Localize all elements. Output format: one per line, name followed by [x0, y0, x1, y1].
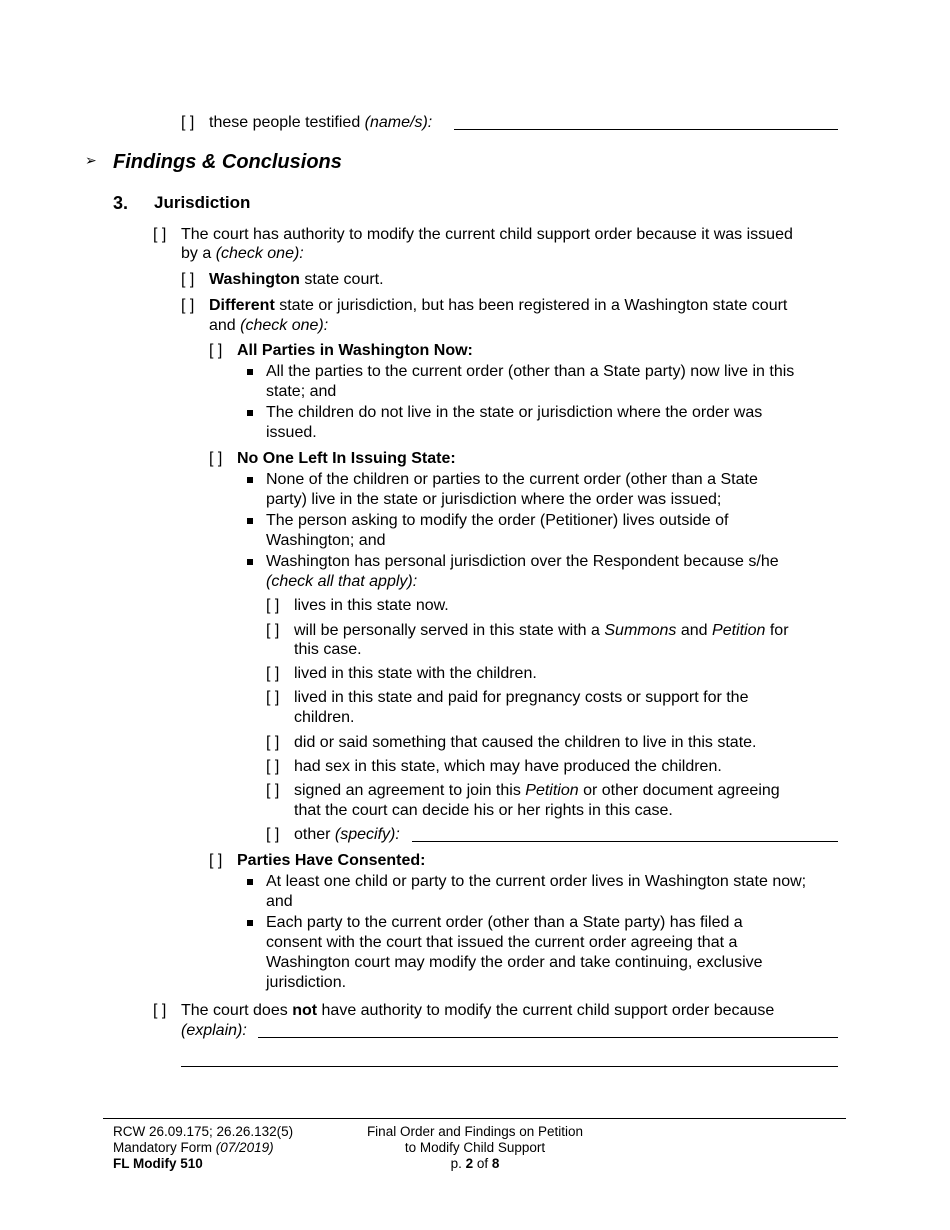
option-lived-with-children [266, 664, 537, 684]
option-signed-agreement [266, 781, 780, 801]
bullet-text: party) live in the state or jurisdiction where the order was issued; [266, 491, 722, 508]
checkbox[interactable]: [ ] [181, 114, 195, 131]
specify-hint: (specify): [334, 826, 400, 843]
label-bold: Washington [209, 271, 300, 288]
section-title: Findings & Conclusions [113, 151, 342, 173]
option-text: lived in this state and paid for pregnancy costs or support for the [294, 689, 749, 706]
washington-option [181, 270, 384, 290]
option-text: this case. [294, 641, 362, 658]
section-number: 3. [113, 193, 129, 213]
checkbox[interactable]: [ ] [209, 450, 223, 467]
option-text-italic: Petition [525, 782, 579, 799]
checkbox[interactable]: [ ] [209, 852, 223, 869]
other-specify-field[interactable] [412, 841, 838, 842]
consented-option [209, 851, 426, 871]
text-bold: not [292, 1002, 318, 1019]
different-option [181, 296, 787, 316]
label-text: state or jurisdiction, but has been registered in a Washington state court [279, 297, 788, 314]
option-title: Parties Have Consented: [237, 852, 426, 869]
name-hint: (name/s): [364, 114, 433, 131]
section-arrow-icon: ➢ [85, 152, 97, 168]
option-lives-now [266, 596, 449, 616]
footer-form-id: FL Modify 510 [113, 1156, 203, 1171]
bullet-text: and [266, 893, 293, 910]
bullet-icon [247, 920, 253, 926]
option-text: lived in this state with the children. [294, 665, 537, 682]
label-bold: Different [209, 297, 275, 314]
footer-title-line1: Final Order and Findings on Petition [366, 1124, 584, 1139]
checkbox[interactable]: [ ] [209, 342, 223, 359]
checkbox[interactable]: [ ] [181, 271, 195, 288]
option-text: or other document agreeing [583, 782, 780, 799]
label-text: state court. [304, 271, 384, 288]
option-text: signed an agreement to join this [294, 782, 521, 799]
check-one-hint: (check one): [215, 245, 304, 262]
text: by a [181, 245, 212, 262]
option-other [266, 825, 400, 845]
footer-mandatory [113, 1140, 293, 1156]
bullet-text: jurisdiction. [266, 974, 347, 991]
option-text: and [680, 622, 708, 639]
bullet-text: consent with the court that issued the current order agreeing that a [266, 934, 738, 951]
check-all-hint: (check all that apply): [266, 573, 418, 590]
option-text: lives in this state now. [294, 597, 449, 614]
text: have authority to modify the current child support order because [321, 1002, 775, 1019]
text: and [209, 317, 236, 334]
checkbox[interactable]: [ ] [266, 782, 280, 799]
authority-item [153, 225, 793, 245]
bullet-text: Each party to the current order (other than a State party) has filed a [266, 914, 743, 931]
bullet-icon [247, 410, 253, 416]
option-text: children. [294, 709, 355, 726]
checkbox[interactable]: [ ] [266, 689, 280, 706]
jurisdiction-title: Jurisdiction [154, 193, 251, 212]
footer-divider [103, 1118, 846, 1119]
no-one-left-option [209, 449, 456, 469]
authority-line2 [181, 244, 304, 264]
checkbox[interactable]: [ ] [266, 758, 280, 775]
different-line2 [209, 316, 328, 336]
testified-text: these people testified [209, 114, 361, 131]
option-text-italic: Petition [712, 622, 766, 639]
checkbox[interactable]: [ ] [153, 1002, 167, 1019]
check-one-hint: (check one): [240, 317, 329, 334]
checkbox[interactable]: [ ] [153, 226, 167, 243]
testified-line [181, 113, 432, 133]
bullet-text: The person asking to modify the order (Petitioner) lives outside of [266, 512, 729, 529]
option-served [266, 621, 789, 641]
bullet-text: The children do not live in the state or jurisdiction where the order was [266, 404, 763, 421]
explain-hint: (explain): [181, 1022, 247, 1039]
authority-text: The court has authority to modify the current child support order because it was issued [181, 226, 793, 243]
bullet-icon [247, 369, 253, 375]
footer-page-number [345, 1156, 605, 1172]
bullet-text: At least one child or party to the current order lives in Washington state now; [266, 873, 807, 890]
bullet-text: Washington court may modify the order and take continuing, exclusive [266, 954, 763, 971]
footer-date: (07/2019) [215, 1140, 274, 1155]
footer-title-line2: to Modify Child Support [404, 1140, 546, 1155]
bullet-text: issued. [266, 424, 317, 441]
bullet-text: Washington has personal jurisdiction over the Respondent because s/he [266, 553, 779, 570]
bullet-icon [247, 518, 253, 524]
checkbox[interactable]: [ ] [266, 826, 280, 843]
checkbox[interactable]: [ ] [266, 665, 280, 682]
bullet-text: All the parties to the current order (other than a State party) now live in this [266, 363, 795, 380]
bullet-icon [247, 559, 253, 565]
explain-field-line1[interactable] [258, 1037, 838, 1038]
checkbox[interactable]: [ ] [266, 622, 280, 639]
option-paid-costs [266, 688, 748, 708]
option-text: had sex in this state, which may have produced the children. [294, 758, 722, 775]
no-authority-item [153, 1001, 774, 1021]
option-had-sex [266, 757, 722, 777]
footer-left [113, 1124, 293, 1172]
option-caused-living [266, 733, 756, 753]
explain-field-line2[interactable] [181, 1066, 838, 1067]
option-text-italic: Summons [604, 622, 677, 639]
option-text: for [769, 622, 789, 639]
bullet-icon [247, 879, 253, 885]
option-text: that the court can decide his or her rights in this case. [294, 802, 673, 819]
bullet-text: None of the children or parties to the current order (other than a State [266, 471, 758, 488]
option-title: No One Left In Issuing State: [237, 450, 456, 467]
bullet-text: Washington; and [266, 532, 386, 549]
option-text: other [294, 826, 331, 843]
all-parties-option [209, 341, 473, 361]
checkbox[interactable]: [ ] [181, 297, 195, 314]
option-text: will be personally served in this state with a [294, 622, 600, 639]
text: Mandatory Form [113, 1140, 213, 1155]
text: of [476, 1156, 489, 1171]
option-text: did or said something that caused the children to live in this state. [294, 734, 757, 751]
option-title: All Parties in Washington Now: [237, 342, 473, 359]
footer-rcw: RCW 26.09.175; 26.26.132(5) [113, 1124, 294, 1139]
bullet-icon [247, 477, 253, 483]
footer-center [345, 1124, 605, 1172]
text: The court does [181, 1002, 288, 1019]
checkbox[interactable]: [ ] [266, 597, 280, 614]
page-total: 8 [491, 1156, 500, 1171]
page-number: 2 [465, 1156, 474, 1171]
text: p. [450, 1156, 462, 1171]
checkbox[interactable]: [ ] [266, 734, 280, 751]
bullet-text: state; and [266, 383, 337, 400]
testified-name-field[interactable] [454, 129, 838, 130]
